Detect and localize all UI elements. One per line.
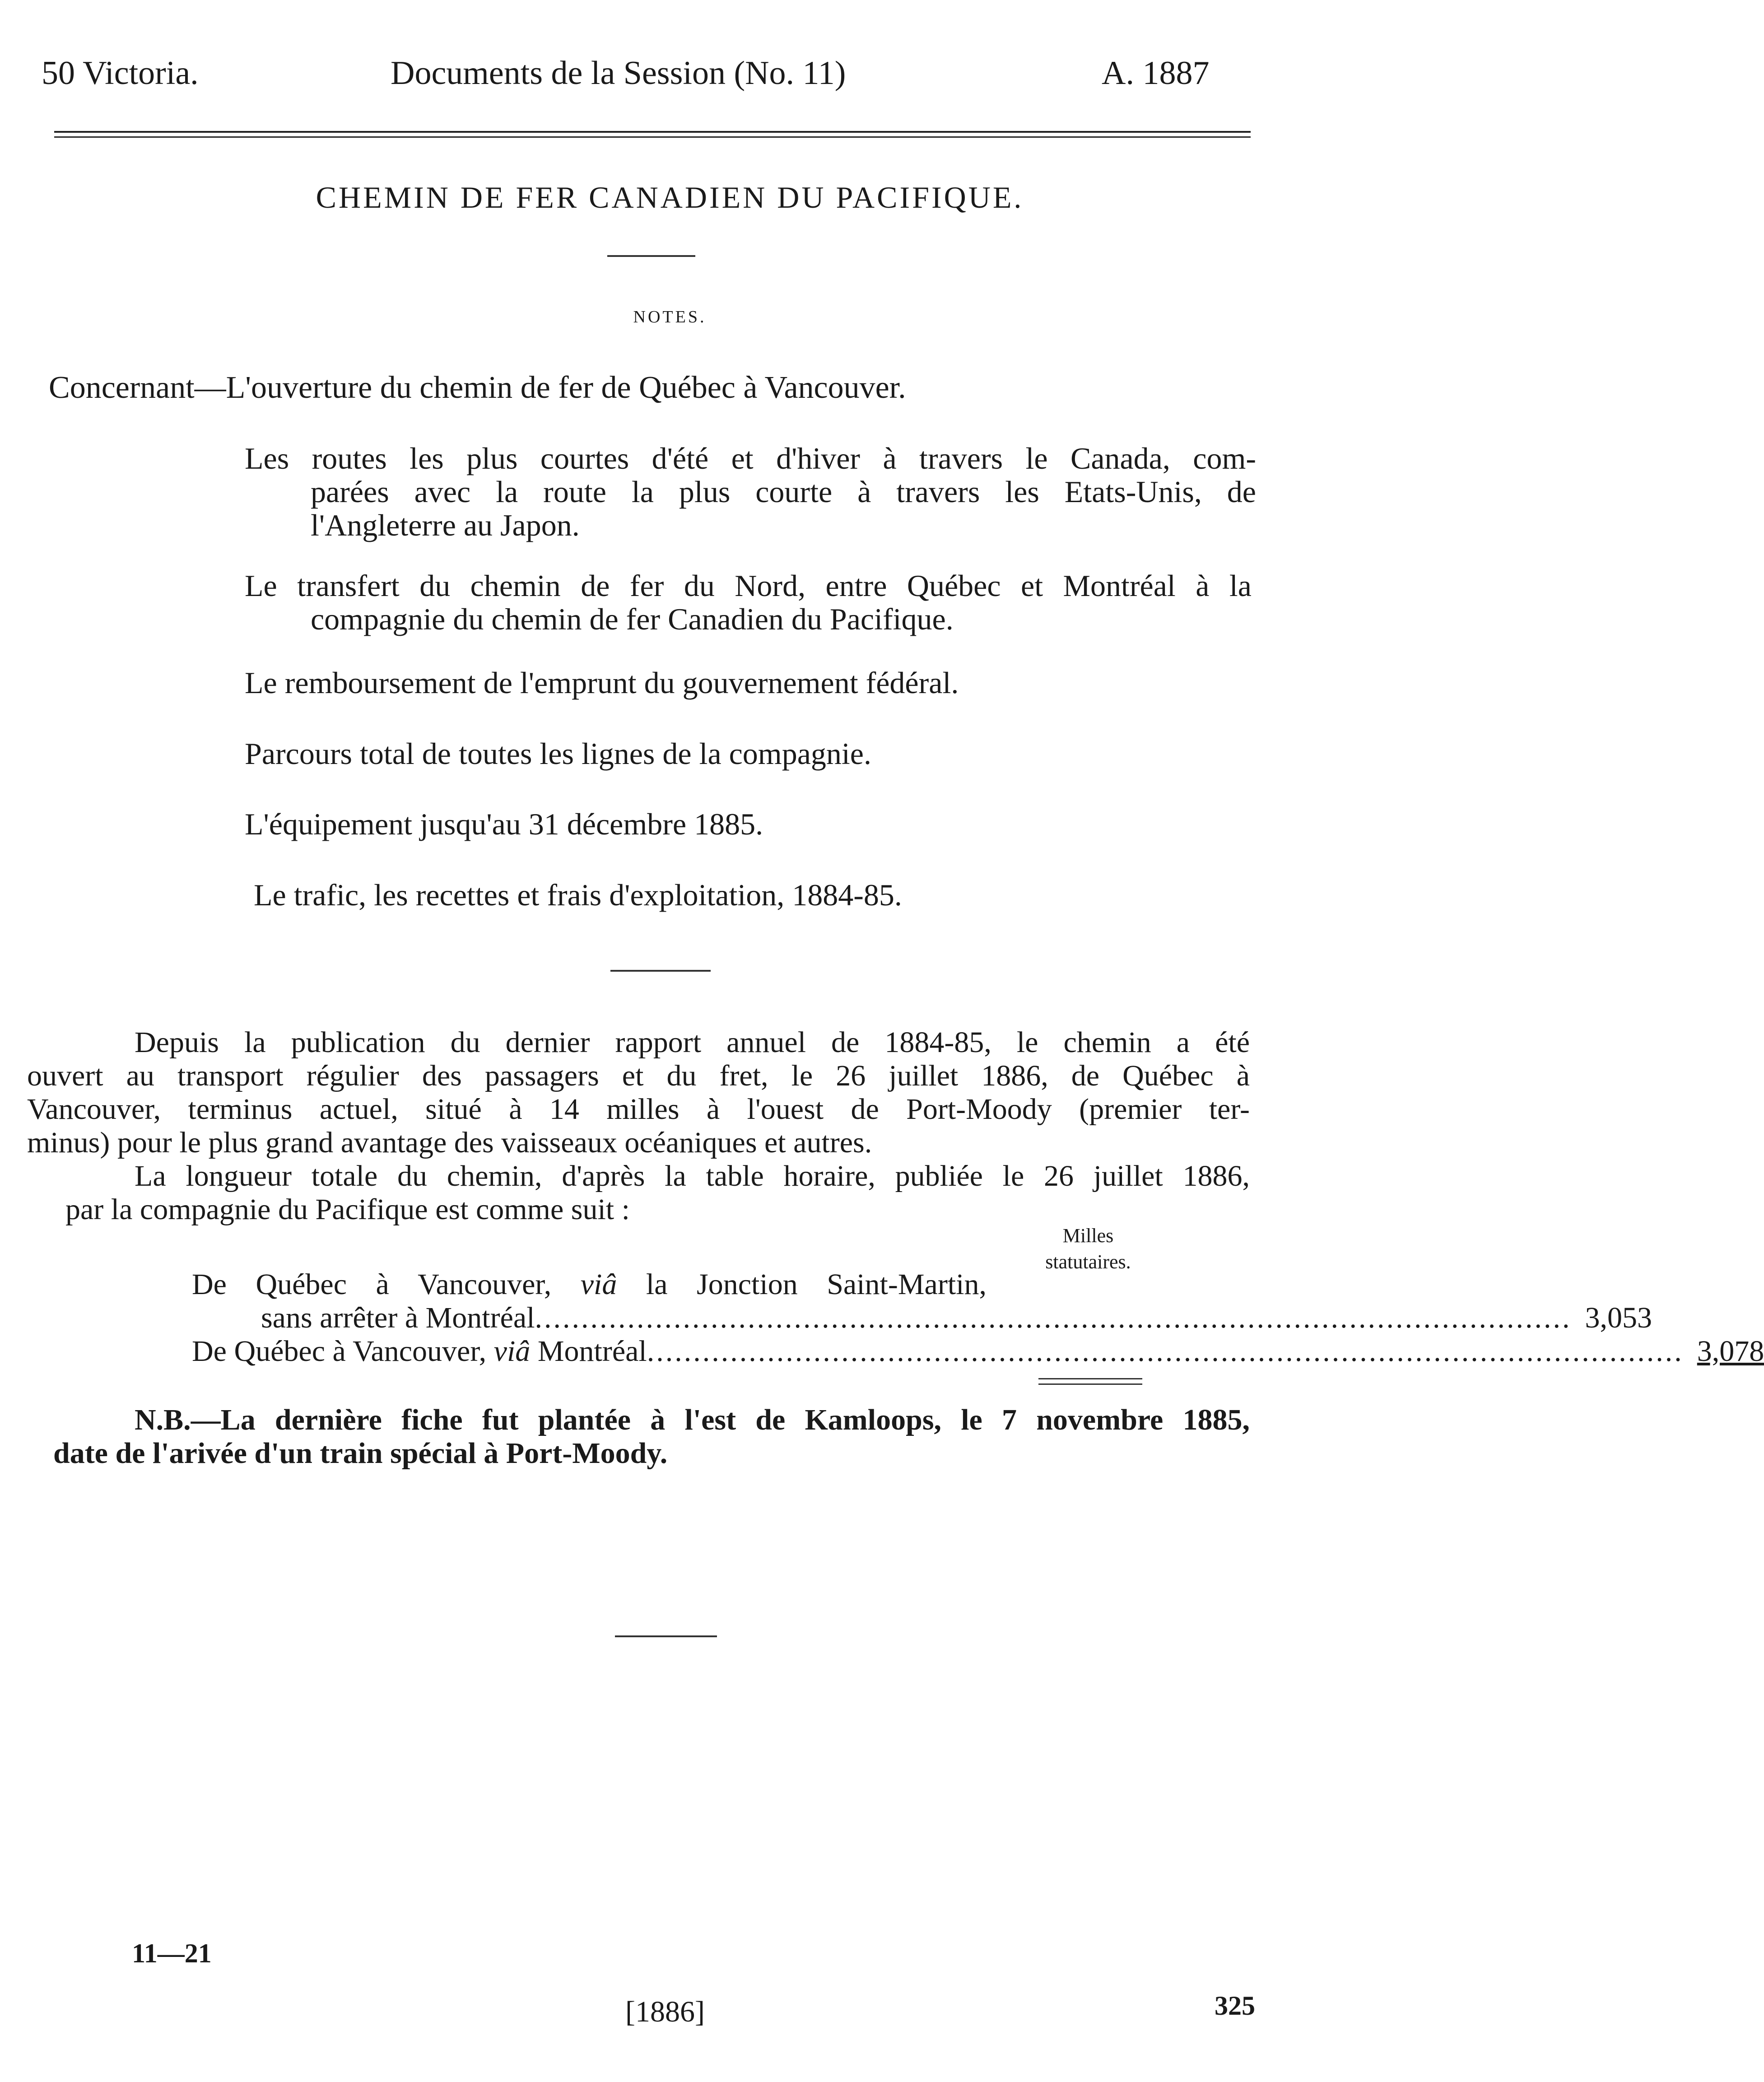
- title-separator: [607, 255, 695, 257]
- table-row-montreal: De Québec à Vancouver, viâ Montréal ................................................................................................................ 3,078: [192, 1335, 1764, 1368]
- paragraph-line: par la compagnie du Pacifique est comme suit :: [65, 1193, 630, 1226]
- table-row-jonction: [192, 1268, 987, 1301]
- paragraph-length-intro: [135, 1160, 1250, 1193]
- note-item-transfert: [245, 569, 1252, 636]
- nb-line: N.B.—La dernière fiche fut plantée à l'est de Kamloops, le 7 novembre 1885,: [135, 1403, 1250, 1436]
- row-line: De Québec à Vancouver, viâ la Jonction Saint-Martin,: [192, 1268, 987, 1301]
- paragraph-continuation: [27, 1059, 1250, 1160]
- paragraph-line: La longueur totale du chemin, d'après la table horaire, publiée le 26 juillet 1886,: [135, 1160, 1250, 1192]
- table-unit-header: [1020, 1223, 1156, 1275]
- via-label: viâ: [493, 1335, 531, 1368]
- paragraph-line: Depuis la publication du dernier rapport annuel de 1884-85, le chemin a été: [135, 1026, 1250, 1059]
- dot-leader: ................................................................................................................: [647, 1335, 1684, 1368]
- concernant-line: Concernant—L'ouverture du chemin de fer de Québec à Vancouver.: [49, 370, 906, 405]
- header-session-year: 50 Victoria.: [42, 55, 199, 92]
- nb-note: [135, 1403, 1250, 1437]
- note-item-parcours: Parcours total de toutes les lignes de la compagnie.: [245, 736, 871, 771]
- notes-label: NOTES.: [633, 307, 707, 326]
- header-publication-year: A. 1887: [1102, 55, 1210, 92]
- dot-leader: ................................................................................................................: [535, 1301, 1572, 1334]
- note-line: Le transfert du chemin de fer du Nord, entre Québec et Montréal à la: [245, 568, 1252, 603]
- section-separator: [610, 970, 711, 972]
- note-item-remboursement: Le remboursement de l'emprunt du gouvernement fédéral.: [245, 666, 959, 700]
- distance-value: 3,053: [1585, 1301, 1652, 1334]
- note-line: l'Angleterre au Japon.: [311, 508, 580, 542]
- note-line: parées avec la route la plus courte à travers les Etats-Unis, de: [311, 475, 1256, 509]
- distance-value: 3,078: [1697, 1335, 1764, 1368]
- total-rule-top: [1038, 1378, 1142, 1379]
- note-line: compagnie du chemin de fer Canadien du Pacifique.: [311, 602, 954, 636]
- table-row-jonction-value-line: sans arrêter à Montréal ................................................................................................................ 3,053: [261, 1301, 1652, 1334]
- unit-header-line: Milles: [1062, 1225, 1114, 1247]
- note-item-trafic: Le trafic, les recettes et frais d'exploitation, 1884-85.: [254, 878, 902, 912]
- paragraph-line: ouvert au transport régulier des passagers et du fret, le 26 juillet 1886, de Québec à: [27, 1059, 1250, 1092]
- footer-page-number: 325: [1215, 1991, 1255, 2021]
- unit-header-line: statutaires.: [1045, 1251, 1131, 1273]
- paragraph-opening: [135, 1026, 1250, 1059]
- note-item-equipement: L'équipement jusqu'au 31 décembre 1885.: [245, 807, 763, 841]
- header-rule-bottom: [54, 136, 1251, 138]
- page-title: CHEMIN DE FER CANADIEN DU PACIFIQUE.: [316, 180, 1024, 214]
- closing-separator: [615, 1635, 717, 1637]
- footer-year: [1886]: [625, 1995, 705, 2028]
- paragraph-line: minus) pour le plus grand avantage des vaisseaux océaniques et autres.: [27, 1126, 872, 1159]
- footer-document-number: 11—21: [132, 1938, 212, 1968]
- nb-line: date de l'arivée d'un train spécial à Port-Moody.: [53, 1437, 668, 1470]
- paragraph-line: Vancouver, terminus actuel, situé à 14 milles à l'ouest de Port-Moody (premier ter-: [27, 1093, 1250, 1126]
- header-document-title: Documents de la Session (No. 11): [391, 55, 846, 92]
- total-rule-bottom: [1038, 1383, 1142, 1385]
- note-line: Les routes les plus courtes d'été et d'hiver à travers le Canada, com-: [245, 441, 1256, 475]
- via-label: viâ: [580, 1268, 617, 1301]
- header-rule-top: [54, 131, 1251, 133]
- note-item-routes: [245, 442, 1256, 542]
